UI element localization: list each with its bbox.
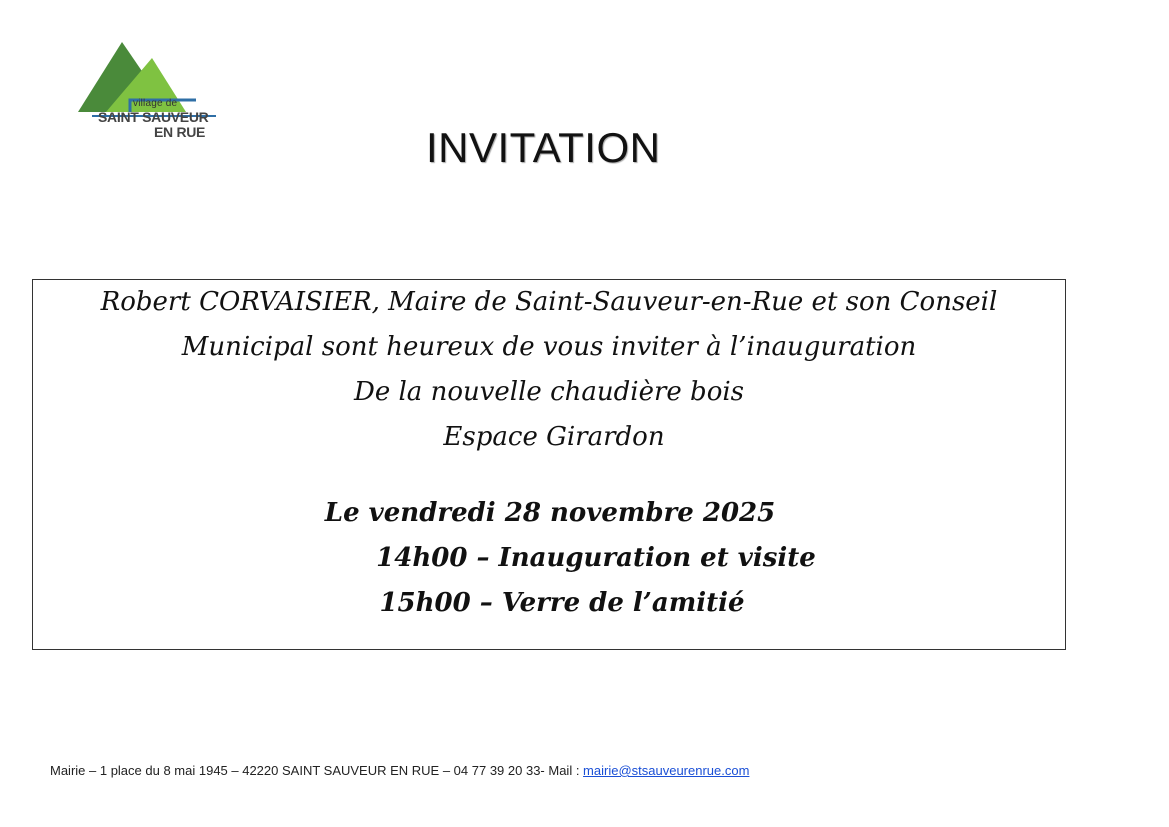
footer-email-link[interactable]: mairie@stsauveurenrue.com [583, 763, 750, 778]
logo-line-1: SAINT SAUVEUR [98, 109, 209, 125]
invitation-line-2: Municipal sont heureux de vous inviter à l’inauguration [181, 332, 917, 362]
village-logo [76, 40, 226, 146]
event-date: Le vendredi 28 novembre 2025 [324, 498, 776, 528]
page-title: INVITATION [426, 124, 661, 171]
logo-line-2: EN RUE [154, 124, 206, 140]
logo-small-text: village de [133, 98, 178, 109]
invitation-line-3: De la nouvelle chaudière bois [353, 377, 745, 407]
schedule-item-inauguration: 14h00 – Inauguration et visite [376, 543, 816, 573]
footer-text: Mairie – 1 place du 8 mai 1945 – 42220 SAINT SAUVEUR EN RUE – 04 77 39 20 33- Mail : [50, 763, 584, 778]
footer-address [50, 763, 749, 778]
schedule-item-reception: 15h00 – Verre de l’amitié [379, 588, 745, 618]
invitation-line-1: Robert CORVAISIER, Maire de Saint-Sauveur-en-Rue et son Conseil [100, 287, 998, 317]
invitation-line-4: Espace Girardon [443, 422, 665, 452]
